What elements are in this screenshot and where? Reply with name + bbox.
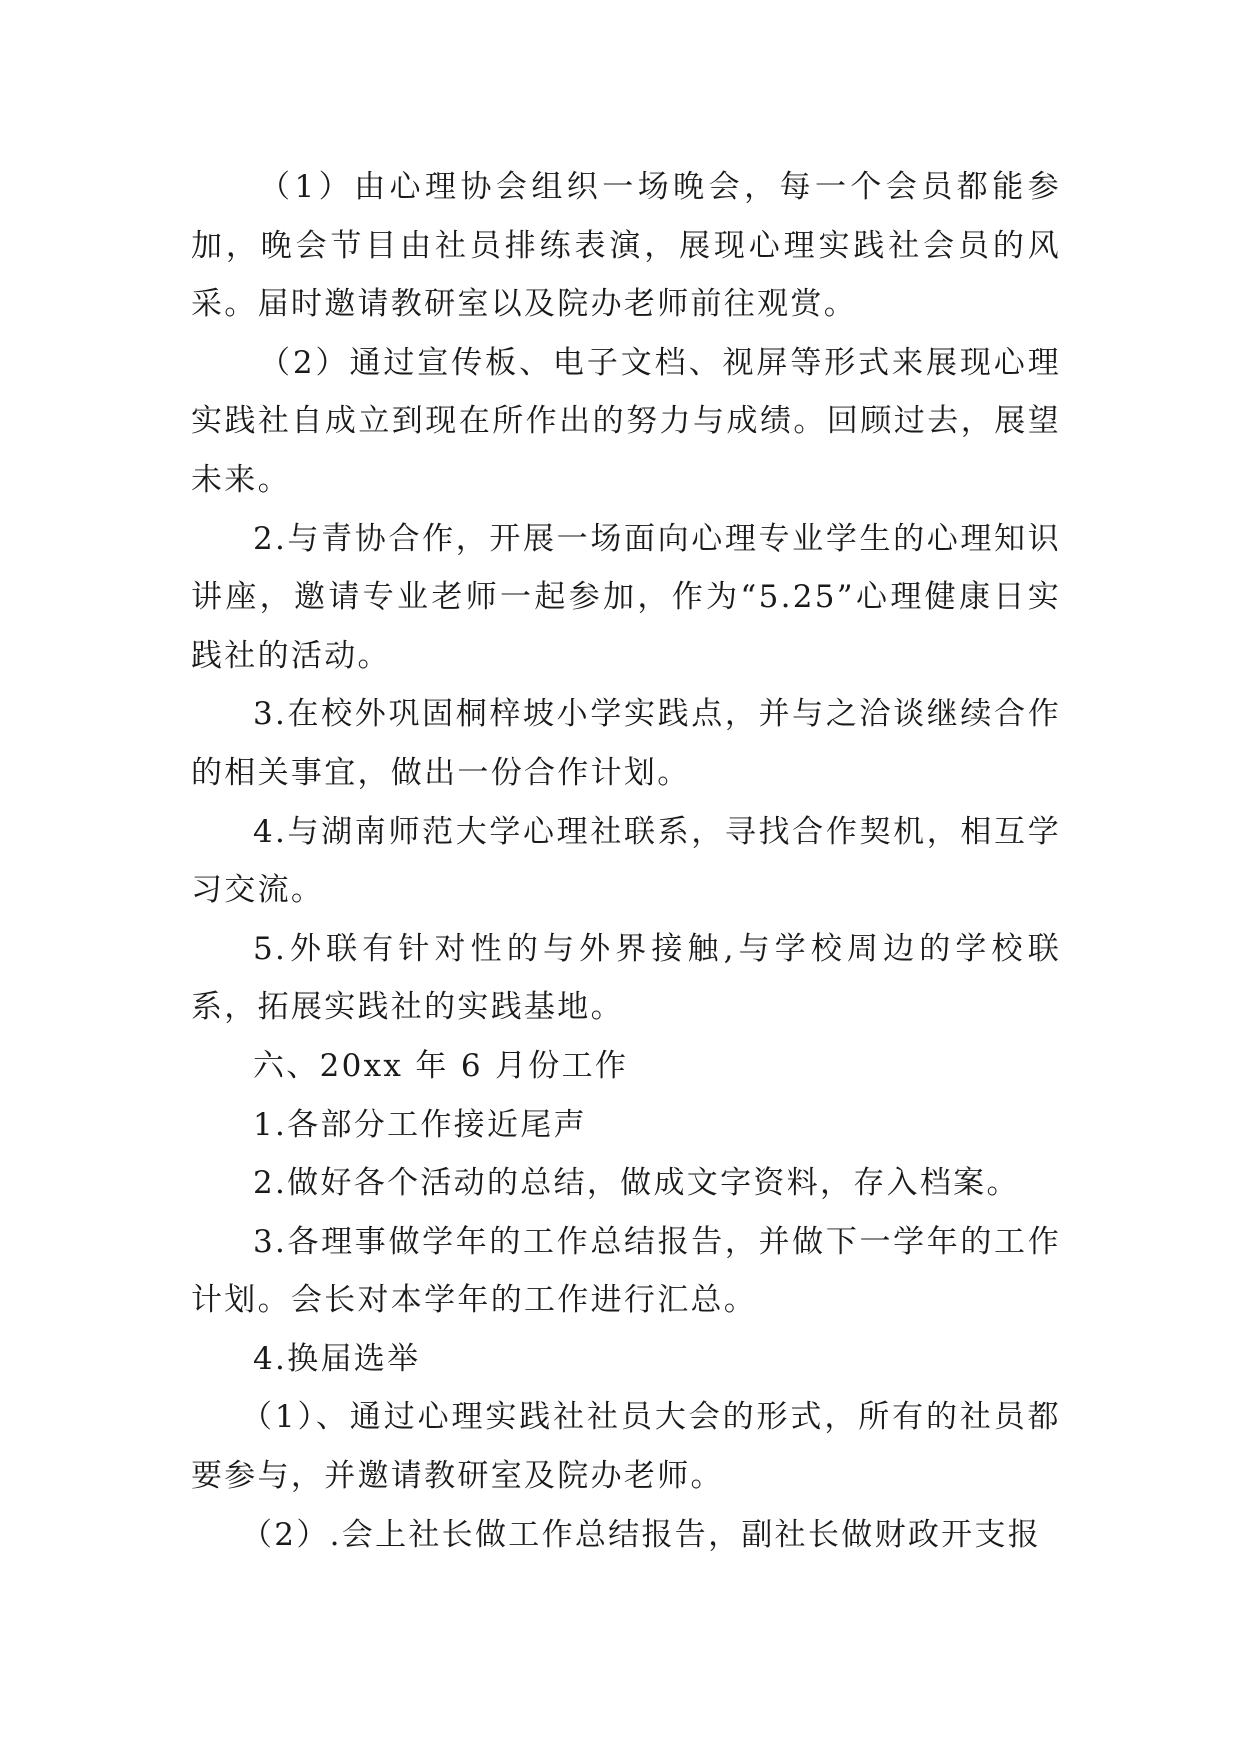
paragraph-practice-site: 3.在校外巩固桐梓坡小学实践点，并与之洽谈继续合作的相关事宜，做出一份合作计划。 <box>191 696 1061 791</box>
paragraph-evening-party: （1）由心理协会组织一场晚会，每一个会员都能参加，晚会节目由社员排练表演，展现心理实践社会员的风采。届时邀请教研室以及院办老师前往观赏。 <box>191 169 1061 323</box>
paragraph-election: 4.换届选举 <box>253 1340 421 1377</box>
paragraph-meeting-report: （2）.会上社长做工作总结报告，副社长做财政开支报 <box>241 1516 1042 1553</box>
section-heading-june: 六、20xx 年 6 月份工作 <box>253 1047 629 1084</box>
paragraph-exhibition: （2）通过宣传板、电子文档、视屏等形式来展现心理实践社自成立到现在所作出的努力与成绩。回顾过去，展望未来。 <box>191 344 1061 498</box>
paragraph-summaries: 2.做好各个活动的总结，做成文字资料，存入档案。 <box>253 1165 1020 1202</box>
paragraph-outreach: 5.外联有针对性的与外界接触,与学校周边的学校联系，拓展实践社的实践基地。 <box>191 930 1061 1026</box>
paragraph-lecture: 2.与青协合作，开展一场面向心理专业学生的心理知识讲座，邀请专业老师一起参加，作为“5.25”心理健康日实践社的活动。 <box>191 520 1061 674</box>
paragraph-wrap-up: 1.各部分工作接近尾声 <box>253 1106 587 1143</box>
document-body <box>191 158 1061 1564</box>
paragraph-general-assembly: （1）、通过心理实践社社员大会的形式，所有的社员都要参与，并邀请教研室及院办老师。 <box>191 1399 1061 1495</box>
paragraph-reports: 3.各理事做学年的工作总结报告，并做下一学年的工作计划。会长对本学年的工作进行汇总。 <box>191 1223 1061 1319</box>
paragraph-hunan-normal: 4.与湖南师范大学心理社联系，寻找合作契机，相互学习交流。 <box>191 813 1061 909</box>
